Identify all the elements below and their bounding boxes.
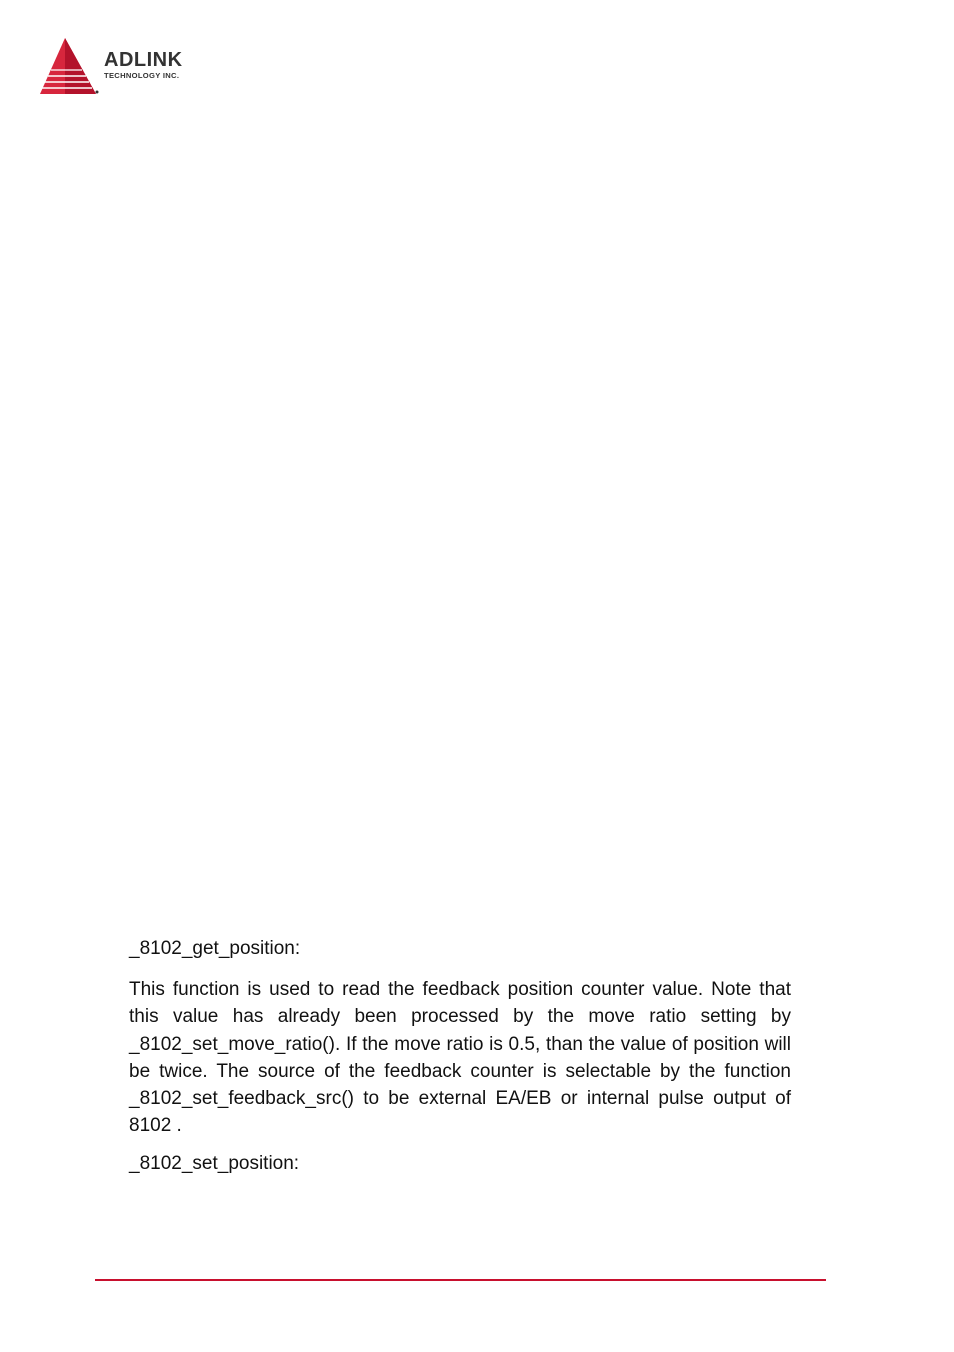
- logo-subtitle: TECHNOLOGY INC.: [104, 71, 180, 80]
- body-paragraph-wrap: [129, 976, 791, 1140]
- section-heading-get-position: _8102_get_position:: [129, 938, 301, 959]
- footer-divider: [95, 1279, 826, 1281]
- section-heading-set-position: _8102_set_position:: [129, 1153, 300, 1174]
- section-heading-get-position-wrap: [129, 937, 791, 961]
- section-heading-set-position-wrap: [129, 1152, 791, 1176]
- adlink-triangle-icon: [38, 36, 102, 100]
- body-paragraph: This function is used to read the feedback position counter value. Note that this value has already been processed by the move ratio setting by _8102_set_move_ratio(). If the move ratio is 0.5, than the value of position will be twice. The source of the feedback counter is selectable by the function _8102_set_feedback_src() to be external EA/EB or internal pulse output of 8102 .: [129, 979, 791, 1137]
- logo-wordmark: ADLINK: [104, 49, 183, 71]
- adlink-logo: [38, 36, 238, 100]
